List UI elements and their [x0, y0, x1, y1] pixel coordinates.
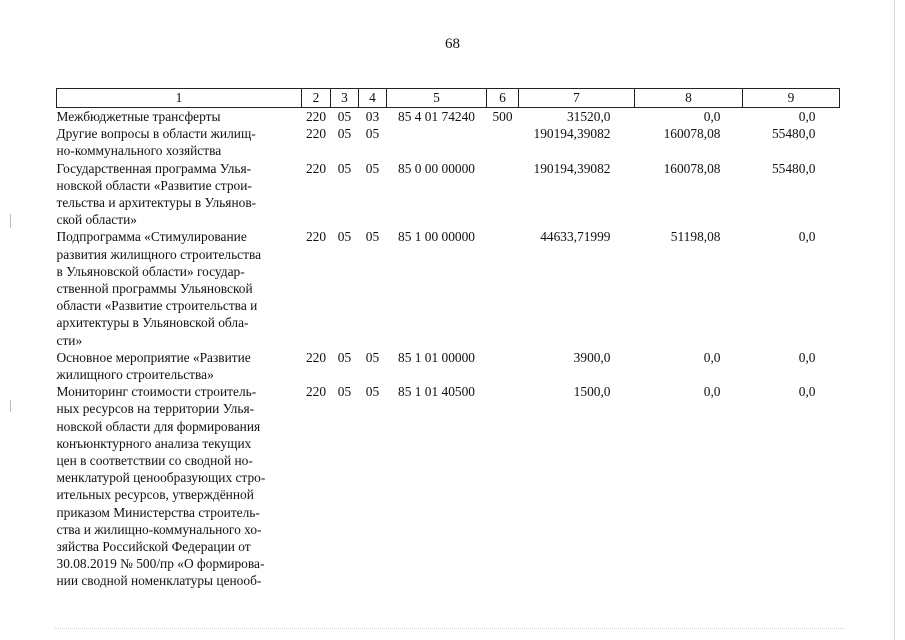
row-name-line: ительных ресурсов, утверждённой — [56, 487, 254, 503]
row-name-line: Государственная программа Улья- — [56, 160, 252, 176]
amount-col9: 0,0 — [798, 349, 816, 365]
code-expense-type — [487, 349, 519, 383]
amount-col7: 3900,0 — [573, 349, 611, 365]
row-name-line: новской области для формирования — [56, 418, 261, 434]
code-ministry: 220 — [305, 109, 327, 124]
amount-col9: 0,0 — [798, 384, 816, 400]
code-section: 05 — [337, 160, 352, 176]
code-target: 85 1 01 00000 — [398, 349, 475, 365]
amount-col7: 190194,39082 — [533, 126, 611, 142]
code-ministry: 220 — [305, 160, 327, 176]
code-subsection: 05 — [365, 349, 380, 365]
row-name-line: ных ресурсов на территории Улья- — [56, 401, 255, 417]
row-name-line: ской области» — [56, 212, 137, 228]
row-name-line: менклатурой ценообразующих стро- — [56, 470, 266, 486]
page-number: 68 — [445, 36, 460, 52]
code-section: 05 — [337, 384, 352, 400]
row-name — [57, 108, 302, 126]
row-name — [57, 349, 302, 383]
code-subsection: 05 — [365, 384, 380, 400]
header-cell: 5 — [387, 89, 487, 108]
row-name-line: ства и жилищно-коммунального хо- — [56, 521, 262, 537]
row-name-line: развития жилищного строительства — [56, 246, 262, 262]
header-cell: 8 — [635, 89, 743, 108]
row-name-line: 30.08.2019 № 500/пр «О формирова- — [56, 556, 265, 572]
header-cell: 4 — [359, 89, 387, 108]
code-subsection: 05 — [365, 160, 380, 176]
margin-mark — [10, 400, 11, 412]
row-name-line: зяйства Российской Федерации от — [56, 539, 251, 555]
code-ministry: 220 — [305, 126, 327, 142]
code-section: 05 — [337, 126, 352, 142]
row-name-line: тельства и архитектуры в Ульянов- — [56, 195, 257, 211]
row-name-line: Подпрограмма «Стимулирование — [56, 229, 247, 245]
code-target: 85 1 00 00000 — [398, 229, 475, 245]
row-name-line: Мониторинг стоимости строитель- — [56, 384, 257, 400]
amount-col8: 0,0 — [703, 349, 721, 365]
row-name-line: приказом Министерства строитель- — [56, 504, 260, 520]
code-target: 85 1 01 40500 — [398, 384, 475, 400]
amount-col7: 1500,0 — [573, 384, 611, 400]
amount-col8: 0,0 — [703, 109, 721, 124]
code-target: 85 0 00 00000 — [398, 160, 475, 176]
table-row — [57, 108, 840, 126]
code-ministry: 220 — [305, 229, 327, 245]
row-name-line: жилищного строительства» — [56, 367, 214, 383]
code-expense-type — [487, 160, 519, 229]
code-expense-type: 500 — [492, 109, 513, 124]
code-ministry: 220 — [305, 384, 327, 400]
amount-col9: 55480,0 — [771, 160, 816, 176]
code-ministry: 220 — [305, 349, 327, 365]
code-target: 85 4 01 74240 — [398, 109, 475, 124]
row-name-line: цен в соответствии со сводной но- — [56, 453, 253, 469]
code-section: 05 — [337, 229, 352, 245]
table-row — [57, 228, 840, 348]
amount-col9: 0,0 — [798, 109, 816, 124]
header-cell: 6 — [487, 89, 519, 108]
row-name-line: архитектуры в Ульяновской обла- — [56, 315, 249, 331]
amount-col9: 55480,0 — [771, 126, 816, 142]
code-expense-type — [487, 228, 519, 348]
row-name — [57, 160, 302, 229]
amount-col9: 0,0 — [798, 229, 816, 245]
bottom-scan-line — [55, 628, 845, 630]
row-name-line: Основное мероприятие «Развитие — [56, 349, 251, 365]
margin-mark — [10, 214, 11, 228]
table-row — [57, 383, 840, 589]
table-row — [57, 160, 840, 229]
row-name-line: но-коммунального хозяйства — [56, 143, 222, 159]
budget-table — [56, 88, 840, 590]
header-cell: 3 — [331, 89, 359, 108]
row-name-line: в Ульяновской области» государ- — [56, 263, 245, 279]
row-name-line: ственной программы Ульяновской — [56, 281, 253, 297]
code-section: 05 — [337, 109, 352, 124]
row-name-line: сти» — [56, 332, 83, 348]
row-name-line: новской области «Развитие строи- — [56, 177, 252, 193]
amount-col8: 160078,08 — [663, 160, 721, 176]
page-edge-line — [894, 0, 895, 640]
header-row — [57, 89, 840, 108]
header-cell: 9 — [743, 89, 840, 108]
code-subsection: 03 — [365, 109, 380, 124]
amount-col8: 51198,08 — [670, 229, 721, 245]
table-body — [57, 108, 840, 590]
amount-col7: 44633,71999 — [540, 229, 611, 245]
code-section: 05 — [337, 349, 352, 365]
row-name — [57, 383, 302, 589]
table-row — [57, 349, 840, 383]
table-row — [57, 125, 840, 159]
row-name — [57, 228, 302, 348]
row-name-line: Межбюджетные трансферты — [56, 109, 221, 124]
row-name-line: Другие вопросы в области жилищ- — [56, 126, 256, 142]
header-cell: 2 — [302, 89, 331, 108]
code-target — [387, 125, 487, 159]
row-name-line: области «Развитие строительства и — [56, 298, 258, 314]
amount-col8: 160078,08 — [663, 126, 721, 142]
row-name-line: конъюнктурного анализа текущих — [56, 435, 252, 451]
amount-col8: 0,0 — [703, 384, 721, 400]
code-expense-type — [487, 383, 519, 589]
code-subsection: 05 — [365, 229, 380, 245]
row-name-line: нии сводной номенклатуры ценооб- — [56, 573, 262, 589]
amount-col7: 190194,39082 — [533, 160, 611, 176]
amount-col7: 31520,0 — [566, 109, 611, 124]
row-name — [57, 125, 302, 159]
header-cell: 7 — [519, 89, 635, 108]
code-subsection: 05 — [365, 126, 380, 142]
header-cell: 1 — [57, 89, 302, 108]
code-expense-type — [487, 125, 519, 159]
